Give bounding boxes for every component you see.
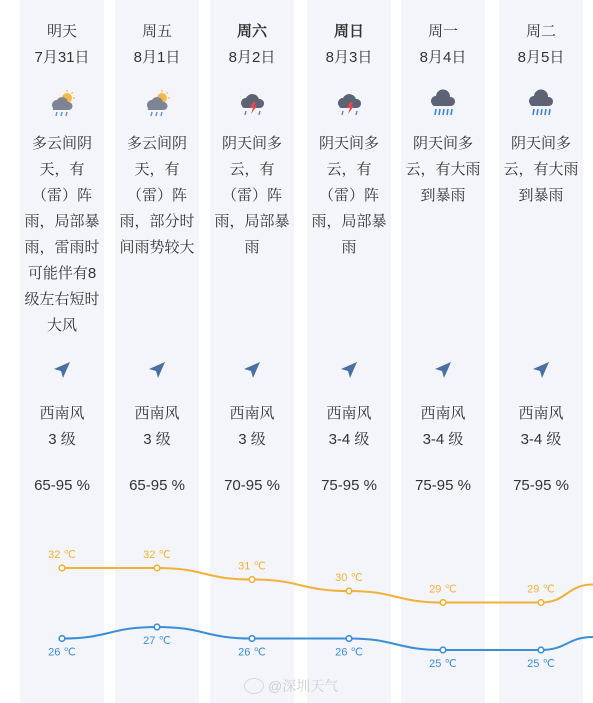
- weibo-icon: [244, 678, 264, 694]
- wind-direction: 西南风: [420, 405, 466, 422]
- watermark: [244, 676, 338, 696]
- wind-level: 3-4 级: [328, 431, 370, 448]
- heavy-rain-icon: [526, 88, 558, 118]
- humidity: 75-95 %: [415, 477, 471, 494]
- description-line: 雨，雷雨时: [24, 239, 100, 256]
- description-line: 多云间阴: [31, 135, 92, 152]
- description-line: （雷）阵: [318, 187, 379, 204]
- description-line: 阴天间多: [221, 135, 282, 152]
- high-temp-label: 30 ℃: [335, 572, 363, 584]
- high-temp-label: 29 ℃: [527, 583, 555, 596]
- low-temp-label: 25 ℃: [527, 658, 555, 670]
- day-name: 周六: [236, 23, 267, 40]
- thunderstorm-icon: [237, 88, 269, 118]
- cloudy-sun-rain-icon: [142, 88, 174, 118]
- description-line: 到暴雨: [518, 187, 564, 204]
- wind-direction-icon: [53, 361, 71, 379]
- description-line: 阴天间多: [510, 135, 571, 152]
- low-temp-label: 26 ℃: [238, 646, 266, 659]
- low-temp-point: [59, 636, 65, 642]
- description-line: （雷）阵: [126, 187, 187, 204]
- humidity: 65-95 %: [34, 477, 90, 494]
- low-temp-point: [538, 647, 544, 653]
- high-temp-label: 32 ℃: [143, 549, 171, 561]
- description-line: 云，有: [326, 161, 372, 178]
- low-temp-label: 25 ℃: [429, 658, 457, 670]
- wind-direction: 西南风: [518, 405, 564, 422]
- weather-description: [206, 131, 298, 261]
- description-line: 大风: [46, 317, 77, 334]
- low-temp-label: 26 ℃: [335, 646, 363, 659]
- day-date: 8月2日: [228, 49, 276, 66]
- high-temp-point: [538, 600, 544, 606]
- humidity: 65-95 %: [129, 477, 185, 494]
- low-temp-point: [440, 647, 446, 653]
- humidity: 75-95 %: [321, 477, 377, 494]
- watermark-text: @深圳天气: [268, 678, 339, 694]
- wind-direction: 西南风: [39, 405, 85, 422]
- day-name: 周五: [141, 23, 172, 40]
- description-line: 阴天间多: [318, 135, 379, 152]
- description-line: 云，有大雨: [503, 161, 579, 178]
- description-line: 雨: [244, 239, 260, 256]
- description-line: 天，有: [39, 161, 85, 178]
- low-temp-point: [154, 624, 160, 630]
- wind-direction-icon: [532, 361, 550, 379]
- description-line: 到暴雨: [420, 187, 466, 204]
- wind-level: 3 级: [48, 431, 76, 448]
- wind-direction-icon: [243, 361, 261, 379]
- wind-direction-icon: [434, 361, 452, 379]
- high-temp-label: 31 ℃: [238, 560, 266, 573]
- high-temp-line: [62, 568, 593, 603]
- high-temp-point: [346, 588, 352, 594]
- weather-description: [111, 131, 203, 261]
- wind-direction: 西南风: [326, 405, 372, 422]
- day-date: 8月1日: [133, 49, 181, 66]
- wind-level: 3 级: [238, 431, 266, 448]
- day-name: 明天: [46, 23, 77, 40]
- day-date: 7月31日: [34, 49, 90, 66]
- wind-direction-icon: [340, 361, 358, 379]
- description-line: 雨，部分时: [119, 213, 195, 230]
- day-name: 周一: [427, 23, 458, 40]
- day-date: 8月4日: [419, 49, 467, 66]
- description-line: 云，有: [229, 161, 275, 178]
- humidity: 75-95 %: [513, 477, 569, 494]
- wind-level: 3-4 级: [422, 431, 464, 448]
- description-line: 阴天间多: [412, 135, 473, 152]
- heavy-rain-icon: [428, 88, 460, 118]
- day-name: 周日: [333, 23, 364, 40]
- humidity: 70-95 %: [224, 477, 280, 494]
- low-temp-label: 27 ℃: [143, 635, 171, 647]
- high-temp-label: 32 ℃: [48, 549, 76, 561]
- low-temp-line: [62, 627, 593, 650]
- high-temp-point: [249, 577, 255, 583]
- day-name: 周二: [525, 23, 556, 40]
- description-line: （雷）阵: [221, 187, 282, 204]
- high-temp-point: [154, 565, 160, 571]
- weather-description: [397, 131, 489, 209]
- weather-description: [16, 131, 108, 339]
- weather-description: [303, 131, 395, 261]
- day-date: 8月5日: [517, 49, 565, 66]
- low-temp-point: [249, 636, 255, 642]
- description-line: 雨，局部暴: [214, 213, 290, 230]
- wind-direction-icon: [148, 361, 166, 379]
- thunderstorm-icon: [334, 88, 366, 118]
- high-temp-point: [440, 600, 446, 606]
- description-line: 多云间阴: [126, 135, 187, 152]
- high-temp-label: 29 ℃: [429, 583, 457, 596]
- description-line: 级左右短时: [24, 291, 100, 308]
- day-date: 8月3日: [325, 49, 373, 66]
- low-temp-point: [346, 636, 352, 642]
- temperature-chart: [0, 530, 593, 670]
- description-line: 可能伴有8: [27, 265, 97, 282]
- description-line: 雨: [341, 239, 357, 256]
- weather-description: [495, 131, 587, 209]
- wind-level: 3 级: [143, 431, 171, 448]
- wind-direction: 西南风: [229, 405, 275, 422]
- description-line: 雨，局部暴: [311, 213, 387, 230]
- description-line: 天，有: [134, 161, 180, 178]
- high-temp-point: [59, 565, 65, 571]
- description-line: 间雨势较大: [119, 239, 195, 256]
- wind-direction: 西南风: [134, 405, 180, 422]
- description-line: 雨，局部暴: [24, 213, 100, 230]
- cloudy-sun-rain-icon: [47, 88, 79, 118]
- description-line: （雷）阵: [31, 187, 92, 204]
- low-temp-label: 26 ℃: [48, 646, 76, 659]
- description-line: 云，有大雨: [405, 161, 481, 178]
- wind-level: 3-4 级: [520, 431, 562, 448]
